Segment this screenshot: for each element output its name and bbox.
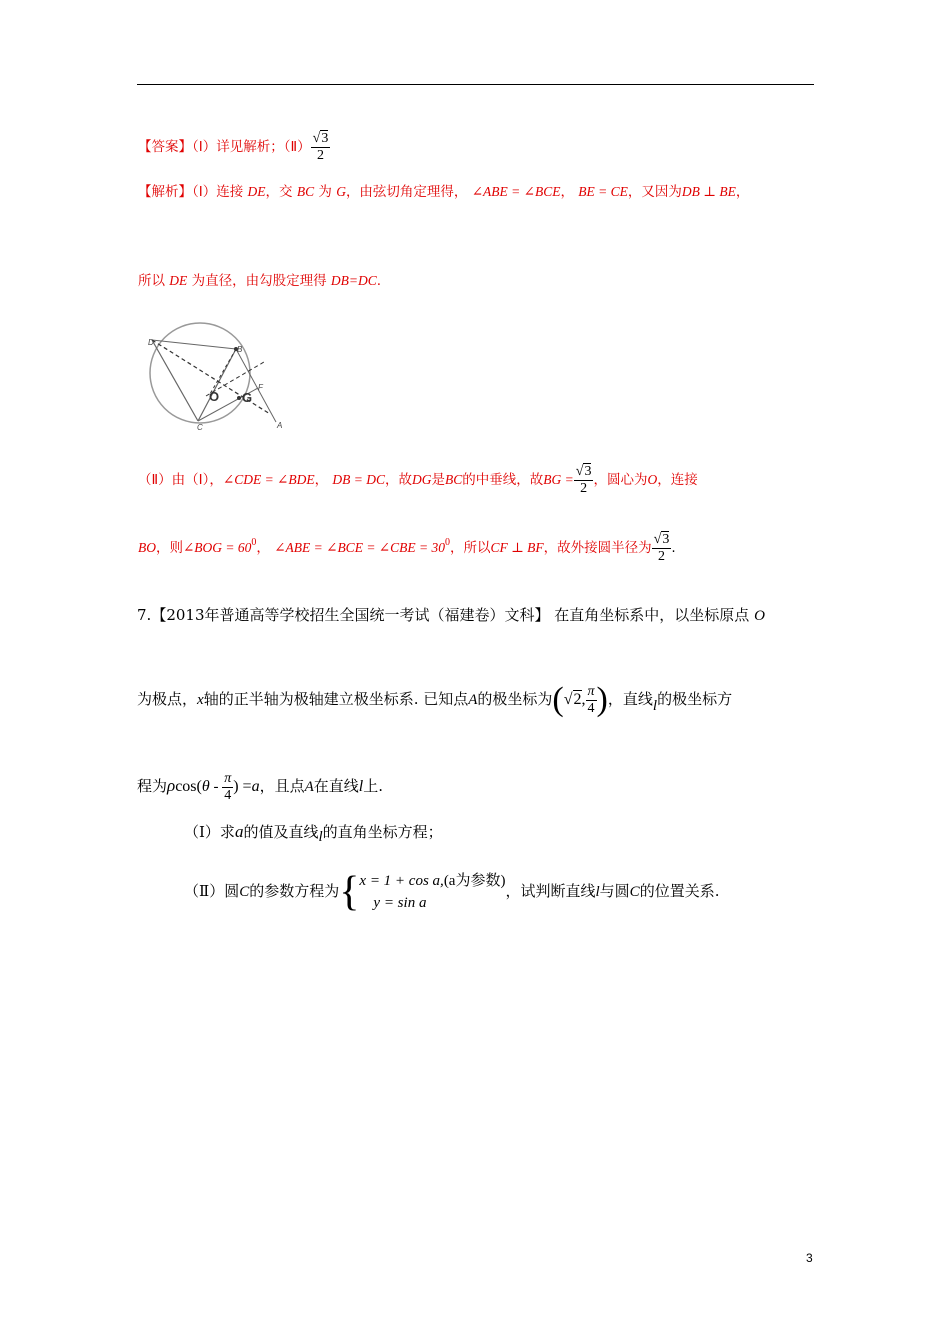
label-F: F	[258, 383, 263, 392]
analysis-text: ，	[735, 184, 750, 200]
analysis-line-4	[138, 526, 676, 565]
math-var: BC	[296, 184, 315, 199]
problem-text: 程为	[137, 777, 168, 795]
fraction-sqrt3-over-2: $\frac{√3}{2}$	[575, 463, 592, 496]
analysis-text: ，故外接圆半径为	[543, 540, 652, 556]
answer-line	[138, 130, 330, 164]
problem-text: ，且点	[259, 777, 305, 795]
analysis-text: 为直径，由勾股定理得	[191, 273, 327, 289]
problem-text: 的位置关系.	[639, 882, 720, 900]
math-var: C	[629, 884, 640, 900]
problem7-question-1	[184, 822, 443, 847]
geometry-figure	[140, 318, 300, 436]
analysis-text: ，连接	[657, 472, 698, 488]
dashed-BO	[210, 349, 236, 394]
math-op: -	[209, 779, 223, 795]
fraction-sqrt3-over-2: $\frac{√3}{2}$	[653, 531, 670, 564]
analysis-text: .	[671, 540, 676, 556]
analysis-line-1	[138, 182, 749, 202]
math-var: O	[754, 608, 765, 624]
label-D: D	[148, 338, 154, 347]
problem-text: 在直角坐标系中，以坐标原点	[554, 606, 750, 624]
math-equation: ∠ABE = ∠BCE = ∠CBE = 30	[274, 540, 445, 555]
problem-text: 的极坐标为	[477, 690, 553, 708]
analysis-text: 的中垂线，故	[462, 472, 544, 488]
problem-text: ，直线	[607, 690, 653, 708]
math-equation: DB=DC	[330, 273, 377, 288]
math-equation: BE = CE	[578, 184, 628, 199]
left-brace: {	[339, 869, 360, 915]
analysis-text: ，由弦切角定理得，	[345, 184, 468, 200]
analysis-text: ，	[256, 540, 270, 556]
math-equation: BG =	[543, 472, 574, 487]
math-var: BO	[138, 540, 156, 555]
analysis-text: ，又因为	[627, 184, 682, 200]
math-var: x	[197, 692, 204, 708]
segment-DC	[152, 340, 198, 421]
math-var: ρ	[167, 776, 176, 795]
problem-text: 的参数方程为	[249, 882, 340, 900]
math-var: l	[652, 698, 658, 714]
parametric-system: x = 1 + cos a,(a为参数) y = sin a	[359, 873, 506, 911]
problem7-line-3	[137, 766, 383, 807]
answer-tag: 【答案】	[138, 139, 192, 155]
label-O: O	[209, 389, 220, 404]
answer-part1: （Ⅰ）详见解析；（Ⅱ）	[192, 139, 311, 155]
problem-text: ，试判断直线	[505, 882, 596, 900]
problem-text: 为极点，	[137, 690, 198, 708]
math-var: A	[468, 692, 478, 708]
math-var: DE	[247, 184, 266, 199]
analysis-text: ，所以	[449, 540, 491, 556]
sqrt-2: √2,	[563, 691, 586, 708]
analysis-text: （Ⅰ）连接	[192, 184, 244, 200]
label-B: B	[237, 345, 243, 354]
superscript: 0	[251, 537, 257, 548]
math-var: DE	[169, 273, 188, 288]
problem-text: 轴的正半轴为极轴建立极坐标系. 已知点	[203, 690, 469, 708]
analysis-text: （Ⅱ）由（Ⅰ），	[138, 472, 223, 488]
math-var: BC	[445, 472, 463, 487]
math-var: a	[234, 822, 244, 841]
math-var: C	[239, 884, 250, 900]
problem-text: 的直角坐标方程；	[322, 823, 443, 841]
math-var: l	[318, 829, 323, 845]
math-equation: ∠ABE = ∠BCE	[471, 184, 561, 199]
label-C: C	[197, 423, 203, 432]
problem-text: （Ⅰ）求	[184, 823, 235, 841]
analysis-line-3	[138, 463, 698, 497]
analysis-text: ，	[314, 472, 329, 488]
fraction-pi-over-4: $\frac{\pi}{4}$	[587, 683, 595, 716]
math-var: O	[647, 472, 658, 487]
analysis-text: .	[376, 273, 382, 289]
problem-text: 的值及直线	[243, 823, 319, 841]
point-G	[237, 396, 241, 400]
math-var: a	[251, 778, 260, 795]
answer-fraction: $\frac{√3}{2}$	[312, 130, 329, 163]
segment-BA	[236, 349, 276, 422]
math-var: A	[304, 779, 314, 795]
math-func: cos(	[175, 778, 202, 795]
analysis-text: ，交	[265, 184, 293, 200]
header-rule	[137, 84, 814, 85]
math-var: DG	[412, 472, 432, 487]
problem-text: （Ⅱ）圆	[184, 882, 240, 900]
label-G: G	[242, 390, 253, 405]
analysis-tag: 【解析】	[138, 184, 192, 200]
right-paren: )	[596, 681, 608, 718]
superscript: 0	[444, 537, 450, 548]
analysis-text: 是	[431, 472, 446, 488]
analysis-text: ，故	[385, 472, 413, 488]
math-op: ) =	[233, 778, 252, 795]
analysis-text: 为	[318, 184, 332, 200]
problem-source: 【2013年普通高等学校招生全国统一考试（福建卷）文科】	[151, 606, 550, 624]
left-paren: (	[552, 681, 564, 718]
problem-text: 在直线	[313, 777, 359, 795]
math-equation: DB ⊥ BE	[681, 184, 736, 199]
page-number: 3	[806, 1251, 813, 1265]
problem7-line-1	[137, 605, 765, 626]
problem-text: 与圆	[599, 882, 630, 900]
math-equation: ∠CDE = ∠BDE	[222, 472, 315, 487]
math-equation: CF ⊥ BF	[490, 540, 544, 555]
analysis-text: 所以	[138, 273, 165, 289]
problem7-question-2	[184, 866, 719, 917]
math-var: l	[595, 884, 600, 900]
analysis-text: ，则	[156, 540, 183, 556]
circumcircle	[150, 323, 253, 423]
problem-text: 的极坐标方	[657, 690, 733, 708]
math-equation: DB = DC	[332, 472, 386, 487]
math-var: l	[358, 778, 364, 795]
analysis-line-2	[138, 271, 381, 291]
analysis-text: ，圆心为	[593, 472, 648, 488]
problem-number: 7.	[137, 606, 152, 624]
math-equation: ∠BOG = 60	[183, 540, 252, 555]
analysis-text: ，	[560, 184, 574, 200]
math-var: θ	[201, 778, 210, 795]
fraction-pi-over-4: $\frac{\pi}{4}$	[224, 770, 232, 803]
label-A: A	[277, 421, 283, 430]
problem7-line-2	[137, 679, 732, 726]
math-var: G	[336, 184, 346, 199]
problem-text: 上.	[363, 777, 384, 795]
